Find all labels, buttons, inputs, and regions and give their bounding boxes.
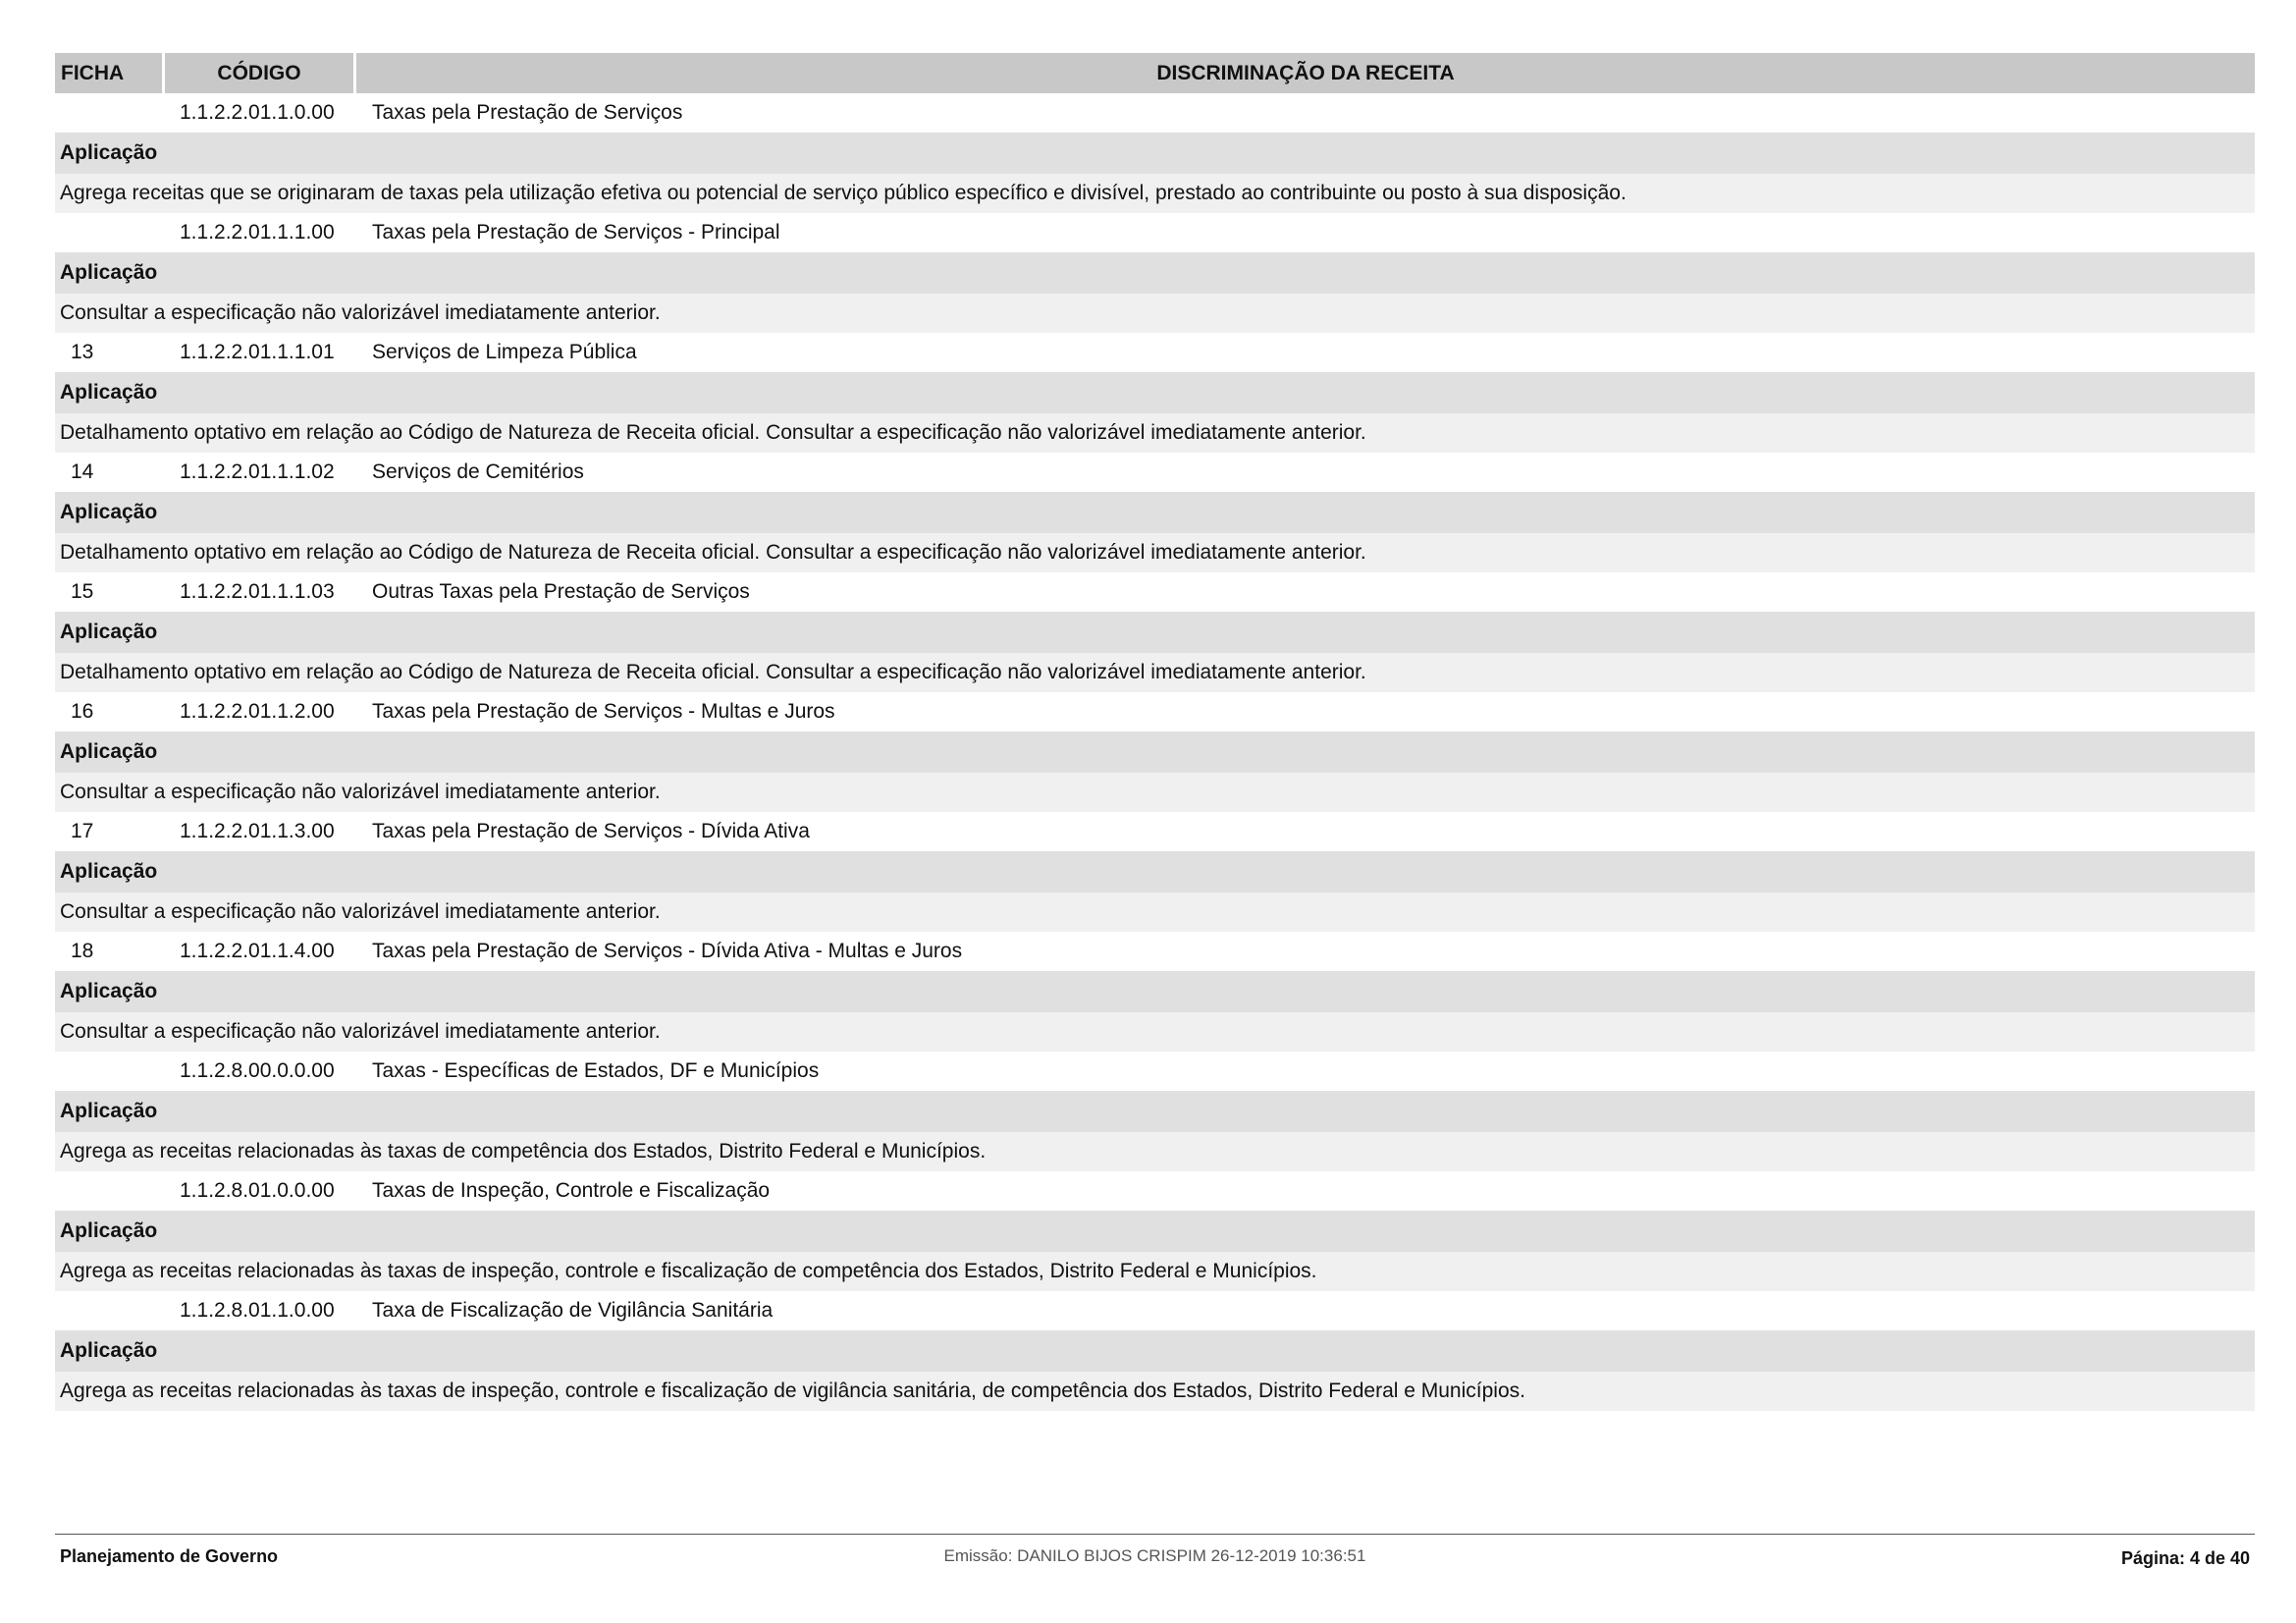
row-ficha: 13 bbox=[71, 341, 94, 363]
table-row bbox=[55, 1171, 2255, 1211]
row-descricao: Serviços de Limpeza Pública bbox=[372, 341, 637, 363]
row-ficha: 17 bbox=[71, 820, 94, 842]
aplicacao-label: Aplicação bbox=[55, 612, 2255, 653]
revenue-entry bbox=[55, 812, 2255, 932]
row-descricao: Taxas pela Prestação de Serviços - Dívida Ativa bbox=[372, 820, 810, 842]
aplicacao-text: Detalhamento optativo em relação ao Código de Natureza de Receita oficial. Consultar a especificação não valorizável imediatamente anterior. bbox=[55, 533, 2255, 572]
revenue-entry bbox=[55, 1291, 2255, 1411]
row-codigo: 1.1.2.2.01.1.1.02 bbox=[180, 460, 335, 483]
page-footer bbox=[55, 1534, 2255, 1574]
revenue-entry bbox=[55, 453, 2255, 572]
footer-page-number: Página: 4 de 40 bbox=[2120, 1548, 2250, 1568]
row-ficha: 15 bbox=[71, 580, 94, 603]
aplicacao-label: Aplicação bbox=[55, 731, 2255, 773]
aplicacao-label: Aplicação bbox=[55, 252, 2255, 294]
aplicacao-label: Aplicação bbox=[55, 971, 2255, 1012]
header-ficha: FICHA bbox=[55, 53, 162, 93]
aplicacao-text: Consultar a especificação não valorizável imediatamente anterior. bbox=[55, 893, 2255, 932]
aplicacao-label: Aplicação bbox=[55, 851, 2255, 893]
table-row bbox=[55, 213, 2255, 252]
row-ficha: 18 bbox=[71, 940, 94, 962]
aplicacao-label: Aplicação bbox=[55, 1211, 2255, 1252]
revenue-entry bbox=[55, 932, 2255, 1052]
aplicacao-label: Aplicação bbox=[55, 1091, 2255, 1132]
row-ficha: 16 bbox=[71, 700, 94, 723]
row-codigo: 1.1.2.2.01.1.1.03 bbox=[180, 580, 335, 603]
row-codigo: 1.1.2.8.01.0.0.00 bbox=[180, 1179, 335, 1202]
table-row bbox=[55, 453, 2255, 492]
row-descricao: Serviços de Cemitérios bbox=[372, 460, 584, 483]
table-body bbox=[55, 93, 2255, 1411]
row-codigo: 1.1.2.8.01.1.0.00 bbox=[180, 1299, 335, 1322]
aplicacao-text: Agrega receitas que se originaram de taxas pela utilização efetiva ou potencial de serviço público específico e divisível, prestado ao contribuinte ou posto à sua disposição. bbox=[55, 174, 2255, 213]
table-row bbox=[55, 932, 2255, 971]
row-codigo: 1.1.2.2.01.1.2.00 bbox=[180, 700, 335, 723]
table-row bbox=[55, 333, 2255, 372]
row-descricao: Taxas pela Prestação de Serviços - Principal bbox=[372, 221, 780, 243]
row-descricao: Taxas pela Prestação de Serviços - Dívida Ativa - Multas e Juros bbox=[372, 940, 963, 962]
aplicacao-text: Agrega as receitas relacionadas às taxas de inspeção, controle e fiscalização de competência dos Estados, Distrito Federal e Municípios. bbox=[55, 1252, 2255, 1291]
revenue-entry bbox=[55, 1171, 2255, 1291]
header-descricao: DISCRIMINAÇÃO DA RECEITA bbox=[356, 53, 2255, 93]
row-descricao: Taxas pela Prestação de Serviços bbox=[372, 101, 683, 124]
revenue-entry bbox=[55, 692, 2255, 812]
aplicacao-label: Aplicação bbox=[55, 492, 2255, 533]
table-row bbox=[55, 812, 2255, 851]
row-descricao: Taxas - Específicas de Estados, DF e Municípios bbox=[372, 1059, 820, 1082]
revenue-entry bbox=[55, 93, 2255, 213]
table-row bbox=[55, 692, 2255, 731]
aplicacao-text: Agrega as receitas relacionadas às taxas de inspeção, controle e fiscalização de vigilância sanitária, de competência dos Estados, Distrito Federal e Municípios. bbox=[55, 1372, 2255, 1411]
table-row bbox=[55, 93, 2255, 133]
aplicacao-text: Detalhamento optativo em relação ao Código de Natureza de Receita oficial. Consultar a especificação não valorizável imediatamente anterior. bbox=[55, 413, 2255, 453]
row-descricao: Taxas pela Prestação de Serviços - Multas e Juros bbox=[372, 700, 835, 723]
table-row bbox=[55, 1052, 2255, 1091]
aplicacao-text: Consultar a especificação não valorizável imediatamente anterior. bbox=[55, 773, 2255, 812]
row-descricao: Taxa de Fiscalização de Vigilância Sanitária bbox=[372, 1299, 774, 1322]
revenue-entry bbox=[55, 572, 2255, 692]
row-descricao: Outras Taxas pela Prestação de Serviços bbox=[372, 580, 750, 603]
row-codigo: 1.1.2.2.01.1.0.00 bbox=[180, 101, 335, 124]
table-header bbox=[55, 53, 2255, 93]
row-codigo: 1.1.2.8.00.0.0.00 bbox=[180, 1059, 335, 1082]
aplicacao-text: Consultar a especificação não valorizável imediatamente anterior. bbox=[55, 1012, 2255, 1052]
footer-department: Planejamento de Governo bbox=[60, 1546, 279, 1566]
revenue-entry bbox=[55, 213, 2255, 333]
footer-emission: Emissão: DANILO BIJOS CRISPIM 26-12-2019 10:36:51 bbox=[943, 1546, 1366, 1565]
revenue-entry bbox=[55, 1052, 2255, 1171]
aplicacao-text: Agrega as receitas relacionadas às taxas de competência dos Estados, Distrito Federal e Municípios. bbox=[55, 1132, 2255, 1171]
aplicacao-text: Consultar a especificação não valorizável imediatamente anterior. bbox=[55, 294, 2255, 333]
aplicacao-label: Aplicação bbox=[55, 1330, 2255, 1372]
header-codigo: CÓDIGO bbox=[165, 53, 353, 93]
revenue-table bbox=[55, 53, 2255, 1411]
table-row bbox=[55, 1291, 2255, 1330]
row-ficha: 14 bbox=[71, 460, 94, 483]
row-codigo: 1.1.2.2.01.1.3.00 bbox=[180, 820, 335, 842]
revenue-entry bbox=[55, 333, 2255, 453]
row-codigo: 1.1.2.2.01.1.1.01 bbox=[180, 341, 335, 363]
table-row bbox=[55, 572, 2255, 612]
aplicacao-label: Aplicação bbox=[55, 372, 2255, 413]
row-descricao: Taxas de Inspeção, Controle e Fiscalização bbox=[372, 1179, 771, 1202]
aplicacao-text: Detalhamento optativo em relação ao Código de Natureza de Receita oficial. Consultar a especificação não valorizável imediatamente anterior. bbox=[55, 653, 2255, 692]
row-codigo: 1.1.2.2.01.1.1.00 bbox=[180, 221, 335, 243]
aplicacao-label: Aplicação bbox=[55, 133, 2255, 174]
row-codigo: 1.1.2.2.01.1.4.00 bbox=[180, 940, 335, 962]
